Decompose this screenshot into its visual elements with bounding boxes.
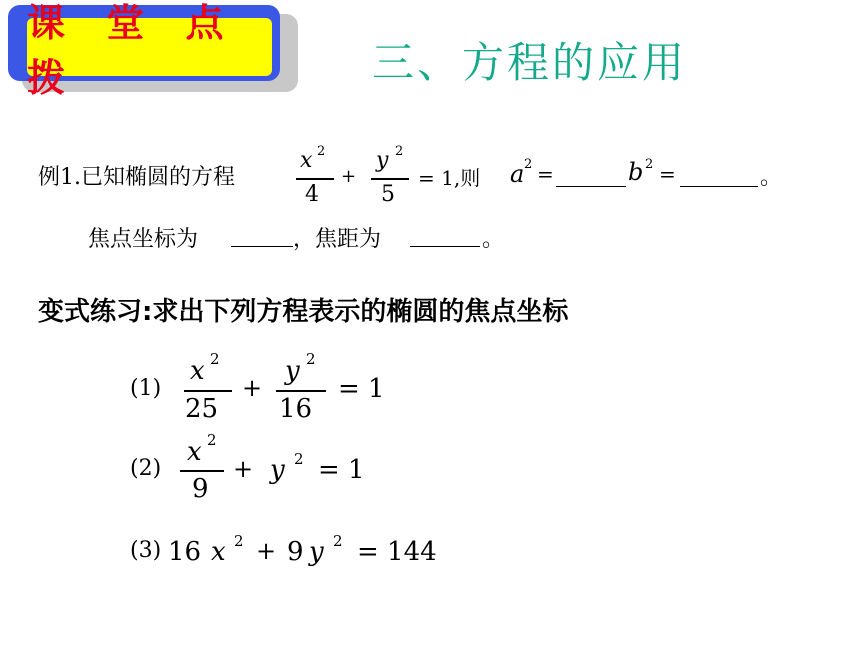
line2-end-mark: 。 [482,227,505,252]
item1-plus: + [242,374,263,402]
focal-distance-blank [410,228,480,247]
frac2-num: y [376,148,389,173]
b-exp: 2 [645,157,654,172]
item2-number: (2) [130,456,162,481]
a-squared-blank [556,168,626,187]
frac1-line [296,178,334,180]
focus-label: 焦点坐标为 [88,227,199,252]
section-title: 三、方程的应用 [372,38,688,87]
example-end-mark: 。 [760,165,783,190]
a-exp: 2 [524,157,533,172]
item1-rhs: = 1 [338,374,385,404]
item3-y: y [309,537,324,567]
item2-x: x [187,437,202,467]
item3-x: x [211,537,226,567]
focus-blank [231,228,293,247]
item2-rhs: = 1 [318,455,365,485]
focal-distance-label: ，焦距为 [293,227,382,252]
item1-den1: 25 [185,394,219,424]
b-squared-blank [680,168,758,187]
item3-number: (3) [130,538,162,563]
frac1-num: x [300,148,313,173]
b-eq: = [659,162,676,186]
item1-frac2-line [276,390,326,392]
item1-y: y [285,356,300,386]
item3-x-exp: 2 [234,532,244,550]
example-plus: + [341,166,357,187]
item2-frac-line [180,470,224,472]
a-var: a [510,160,525,188]
section-badge [8,1,280,100]
item3-rhs: = 144 [357,537,437,567]
b-var: b [628,158,644,186]
badge-label: 课 堂 点 拨 [27,1,238,100]
item3-y-exp: 2 [333,532,343,550]
item3-coef2: 9 [287,537,304,567]
badge-inner [27,1,272,100]
item1-x-exp: 2 [210,350,220,368]
item1-x: x [190,356,205,386]
item2-y: y [270,455,285,485]
a-eq: = [537,162,554,186]
item2-y-exp: 2 [294,450,304,468]
item2-den1: 9 [192,474,209,504]
frac2-den: 5 [381,182,395,207]
item3-plus: + [256,537,277,565]
example-equals: = 1,则 [418,166,481,190]
example-prefix: 例1.已知椭圆的方程 [38,165,235,190]
item1-frac1-line [184,390,232,392]
frac1-den: 4 [305,182,319,207]
exercise-heading: 变式练习:求出下列方程表示的椭圆的焦点坐标 [38,297,569,327]
item2-plus: + [233,455,254,483]
frac2-exp: 2 [395,144,404,159]
item1-number: (1) [130,376,162,401]
item1-den2: 16 [279,394,313,424]
item2-x-exp: 2 [207,431,217,449]
frac2-line [371,178,409,180]
item1-y-exp: 2 [306,350,316,368]
frac1-exp: 2 [317,144,326,159]
item3-coef1: 16 [168,537,202,567]
